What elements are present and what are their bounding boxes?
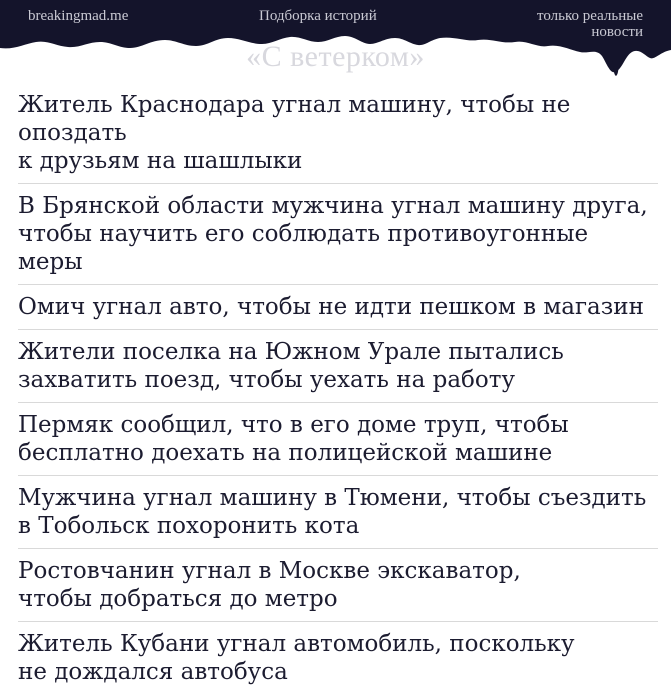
story-item: В Брянской области мужчина угнал машину друга, чтобы научить его соблюдать противоугонные меры [18, 183, 658, 284]
collection-title: «С ветерком» [246, 40, 425, 73]
story-item: Пермяк сообщил, что в его доме труп, чтобы бесплатно доехать на полицейской машине [18, 402, 658, 475]
section-title: Подборка историй [259, 8, 377, 24]
story-item: Омич угнал авто, чтобы не идти пешком в магазин [18, 284, 658, 329]
story-item: Мужчина угнал машину в Тюмени, чтобы съездить в Тобольск похоронить кота [18, 475, 658, 548]
story-list [18, 83, 658, 694]
story-item: Ростовчанин угнал в Москве экскаватор, чтобы добраться до метро [18, 548, 658, 621]
story-item: Житель Краснодара угнал машину, чтобы не опоздать к друзьям на шашлыки [18, 92, 571, 174]
story-item: Жители поселка на Южном Урале пытались захватить поезд, чтобы уехать на работу [18, 329, 658, 402]
story-item: Житель Кубани угнал автомобиль, поскольку не дождался автобуса [18, 621, 658, 694]
tagline: только реальные новости [537, 8, 643, 40]
site-name[interactable]: breakingmad.me [28, 8, 129, 24]
